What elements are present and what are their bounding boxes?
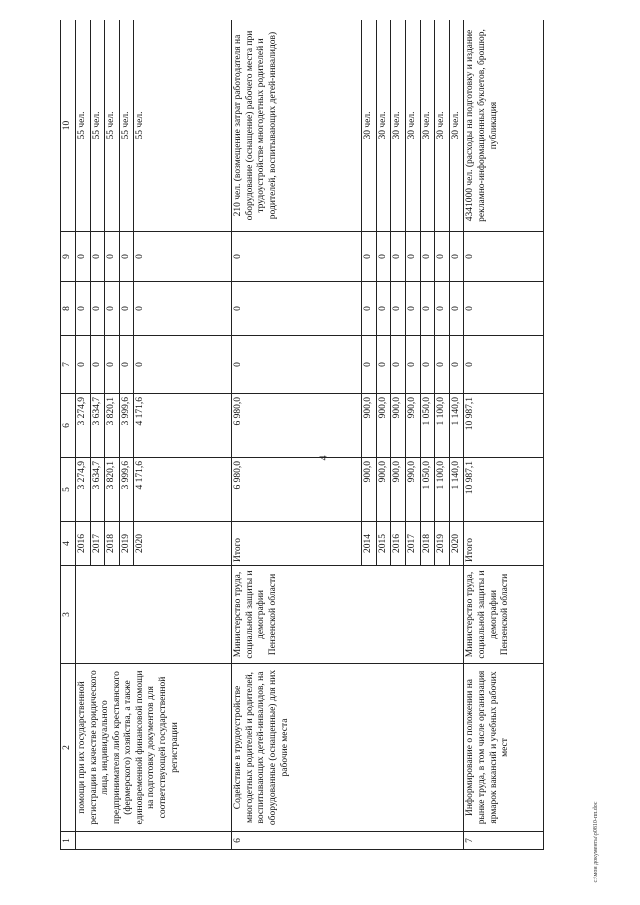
local-budget: 0 bbox=[391, 282, 406, 336]
regional-budget: 1 100,0 bbox=[435, 394, 450, 458]
row-number-cell bbox=[76, 832, 232, 850]
year-cell: 2020 bbox=[449, 522, 464, 566]
other-sources: 0 bbox=[391, 232, 406, 282]
federal-budget: 0 bbox=[134, 336, 232, 394]
indicator-cell: 30 чел. bbox=[435, 20, 450, 232]
total-label: Итого bbox=[232, 522, 362, 566]
federal-budget: 0 bbox=[76, 336, 91, 394]
row-number-cell: 7 bbox=[464, 832, 544, 850]
header-col-8: 8 bbox=[61, 282, 76, 336]
local-budget: 0 bbox=[362, 282, 377, 336]
header-col-9: 9 bbox=[61, 232, 76, 282]
year-cell: 2018 bbox=[420, 522, 435, 566]
regional-budget: 3 634,7 bbox=[90, 394, 105, 458]
header-col-10: 10 bbox=[61, 20, 76, 232]
total-amount: 900,0 bbox=[376, 458, 391, 522]
other-sources: 0 bbox=[464, 232, 544, 282]
indicator-cell: 210 чел. (возмещение затрат работодателя на оборудование (оснащение) рабочего места при трудоустройстве многодетных родителей и родителей, воспитывающих детей-инвалидов) bbox=[232, 20, 362, 232]
indicator-cell: 30 чел. bbox=[406, 20, 421, 232]
year-cell: 2020 bbox=[134, 522, 232, 566]
other-sources: 0 bbox=[435, 232, 450, 282]
rotated-table-container bbox=[60, 20, 580, 850]
program-activities-table bbox=[60, 20, 544, 850]
federal-budget: 0 bbox=[449, 336, 464, 394]
regional-budget: 990,0 bbox=[406, 394, 421, 458]
year-cell: 2018 bbox=[105, 522, 120, 566]
year-cell: 2019 bbox=[435, 522, 450, 566]
federal-budget: 0 bbox=[391, 336, 406, 394]
other-sources: 0 bbox=[376, 232, 391, 282]
header-col-6: 6 bbox=[61, 394, 76, 458]
file-path-footer: c:\мои документы\р0810-пп.doc bbox=[593, 801, 599, 883]
federal-budget: 0 bbox=[464, 336, 544, 394]
total-amount: 3 634,7 bbox=[90, 458, 105, 522]
activity-description: помощи при их государственной регистрации в качестве юридического лица, индивидуального предпринимателя либо крестьянского (фермерского) хозяйства, а также единовременной финансовой помощи на подготовку документов для соответствующей государственной регистрации bbox=[76, 664, 232, 832]
total-amount: 900,0 bbox=[391, 458, 406, 522]
total-amount: 990,0 bbox=[406, 458, 421, 522]
total-amount: 1 140,0 bbox=[449, 458, 464, 522]
indicator-cell: 55 чел. bbox=[90, 20, 105, 232]
regional-budget: 900,0 bbox=[376, 394, 391, 458]
local-budget: 0 bbox=[105, 282, 120, 336]
indicator-cell: 30 чел. bbox=[376, 20, 391, 232]
other-sources: 0 bbox=[449, 232, 464, 282]
header-col-7: 7 bbox=[61, 336, 76, 394]
year-cell: 2017 bbox=[90, 522, 105, 566]
row-number-cell: 6 bbox=[232, 832, 464, 850]
executor-cell: Министерство труда, социальной защиты и демографии Пензенской области bbox=[464, 566, 544, 664]
year-cell: 2019 bbox=[119, 522, 134, 566]
activity-description: Содействие в трудоустройстве многодетных родителей и родителей, воспитывающих детей-инвалидов, на оборудованные (оснащенные) для них рабочие места bbox=[232, 664, 464, 832]
other-sources: 0 bbox=[362, 232, 377, 282]
local-budget: 0 bbox=[464, 282, 544, 336]
table-row bbox=[76, 20, 91, 850]
other-sources: 0 bbox=[76, 232, 91, 282]
regional-budget: 10 987,1 bbox=[464, 394, 544, 458]
indicator-cell: 30 чел. bbox=[362, 20, 377, 232]
local-budget: 0 bbox=[90, 282, 105, 336]
header-row bbox=[61, 20, 76, 850]
local-budget: 0 bbox=[449, 282, 464, 336]
indicator-cell: 30 чел. bbox=[449, 20, 464, 232]
regional-budget: 1 050,0 bbox=[420, 394, 435, 458]
indicator-cell: 30 чел. bbox=[420, 20, 435, 232]
local-budget: 0 bbox=[232, 282, 362, 336]
other-sources: 0 bbox=[406, 232, 421, 282]
total-amount: 1 050,0 bbox=[420, 458, 435, 522]
regional-budget: 4 171,6 bbox=[134, 394, 232, 458]
regional-budget: 3 820,1 bbox=[105, 394, 120, 458]
header-col-4: 4 bbox=[61, 522, 76, 566]
local-budget: 0 bbox=[119, 282, 134, 336]
regional-budget: 3 274,9 bbox=[76, 394, 91, 458]
regional-budget: 6 980,0 bbox=[232, 394, 362, 458]
local-budget: 0 bbox=[134, 282, 232, 336]
header-col-3: 3 bbox=[61, 566, 76, 664]
header-col-2: 2 bbox=[61, 664, 76, 832]
federal-budget: 0 bbox=[105, 336, 120, 394]
other-sources: 0 bbox=[232, 232, 362, 282]
local-budget: 0 bbox=[420, 282, 435, 336]
indicator-cell: 55 чел. bbox=[119, 20, 134, 232]
table-row bbox=[464, 20, 544, 850]
regional-budget: 900,0 bbox=[362, 394, 377, 458]
total-amount: 10 987,1 bbox=[464, 458, 544, 522]
activity-description: Информирование о положении на рынке труда, в том числе организация ярмарок вакансий и учебных рабочих мест bbox=[464, 664, 544, 832]
federal-budget: 0 bbox=[376, 336, 391, 394]
total-amount: 6 980,0 bbox=[232, 458, 362, 522]
federal-budget: 0 bbox=[232, 336, 362, 394]
other-sources: 0 bbox=[134, 232, 232, 282]
total-amount: 4 171,6 bbox=[134, 458, 232, 522]
federal-budget: 0 bbox=[435, 336, 450, 394]
total-amount: 1 100,0 bbox=[435, 458, 450, 522]
page-number: 4 bbox=[318, 455, 330, 461]
rotated-page-area bbox=[60, 20, 580, 850]
year-cell: 2015 bbox=[376, 522, 391, 566]
total-amount: 3 274,9 bbox=[76, 458, 91, 522]
indicator-cell: 55 чел. bbox=[105, 20, 120, 232]
header-col-5: 5 bbox=[61, 458, 76, 522]
local-budget: 0 bbox=[406, 282, 421, 336]
indicator-cell: 55 чел. bbox=[76, 20, 91, 232]
federal-budget: 0 bbox=[90, 336, 105, 394]
year-cell: 2016 bbox=[391, 522, 406, 566]
total-amount: 3 820,1 bbox=[105, 458, 120, 522]
table-row bbox=[232, 20, 362, 850]
indicator-cell: 4341000 чел. (расходы на подготовку и издание рекламно-информационных буклетов, брошюр, публикация bbox=[464, 20, 544, 232]
local-budget: 0 bbox=[435, 282, 450, 336]
other-sources: 0 bbox=[119, 232, 134, 282]
total-amount: 900,0 bbox=[362, 458, 377, 522]
local-budget: 0 bbox=[376, 282, 391, 336]
federal-budget: 0 bbox=[406, 336, 421, 394]
federal-budget: 0 bbox=[420, 336, 435, 394]
executor-cell bbox=[76, 566, 232, 664]
regional-budget: 3 999,6 bbox=[119, 394, 134, 458]
total-amount: 3 999,6 bbox=[119, 458, 134, 522]
executor-cell: Министерство труда, социальной защиты и демографии Пензенской области bbox=[232, 566, 464, 664]
regional-budget: 900,0 bbox=[391, 394, 406, 458]
other-sources: 0 bbox=[90, 232, 105, 282]
indicator-cell: 30 чел. bbox=[391, 20, 406, 232]
total-label: Итого bbox=[464, 522, 544, 566]
federal-budget: 0 bbox=[362, 336, 377, 394]
regional-budget: 1 140,0 bbox=[449, 394, 464, 458]
local-budget: 0 bbox=[76, 282, 91, 336]
year-cell: 2016 bbox=[76, 522, 91, 566]
federal-budget: 0 bbox=[119, 336, 134, 394]
other-sources: 0 bbox=[420, 232, 435, 282]
header-col-1: 1 bbox=[61, 832, 76, 850]
year-cell: 2014 bbox=[362, 522, 377, 566]
year-cell: 2017 bbox=[406, 522, 421, 566]
other-sources: 0 bbox=[105, 232, 120, 282]
indicator-cell: 55 чел. bbox=[134, 20, 232, 232]
